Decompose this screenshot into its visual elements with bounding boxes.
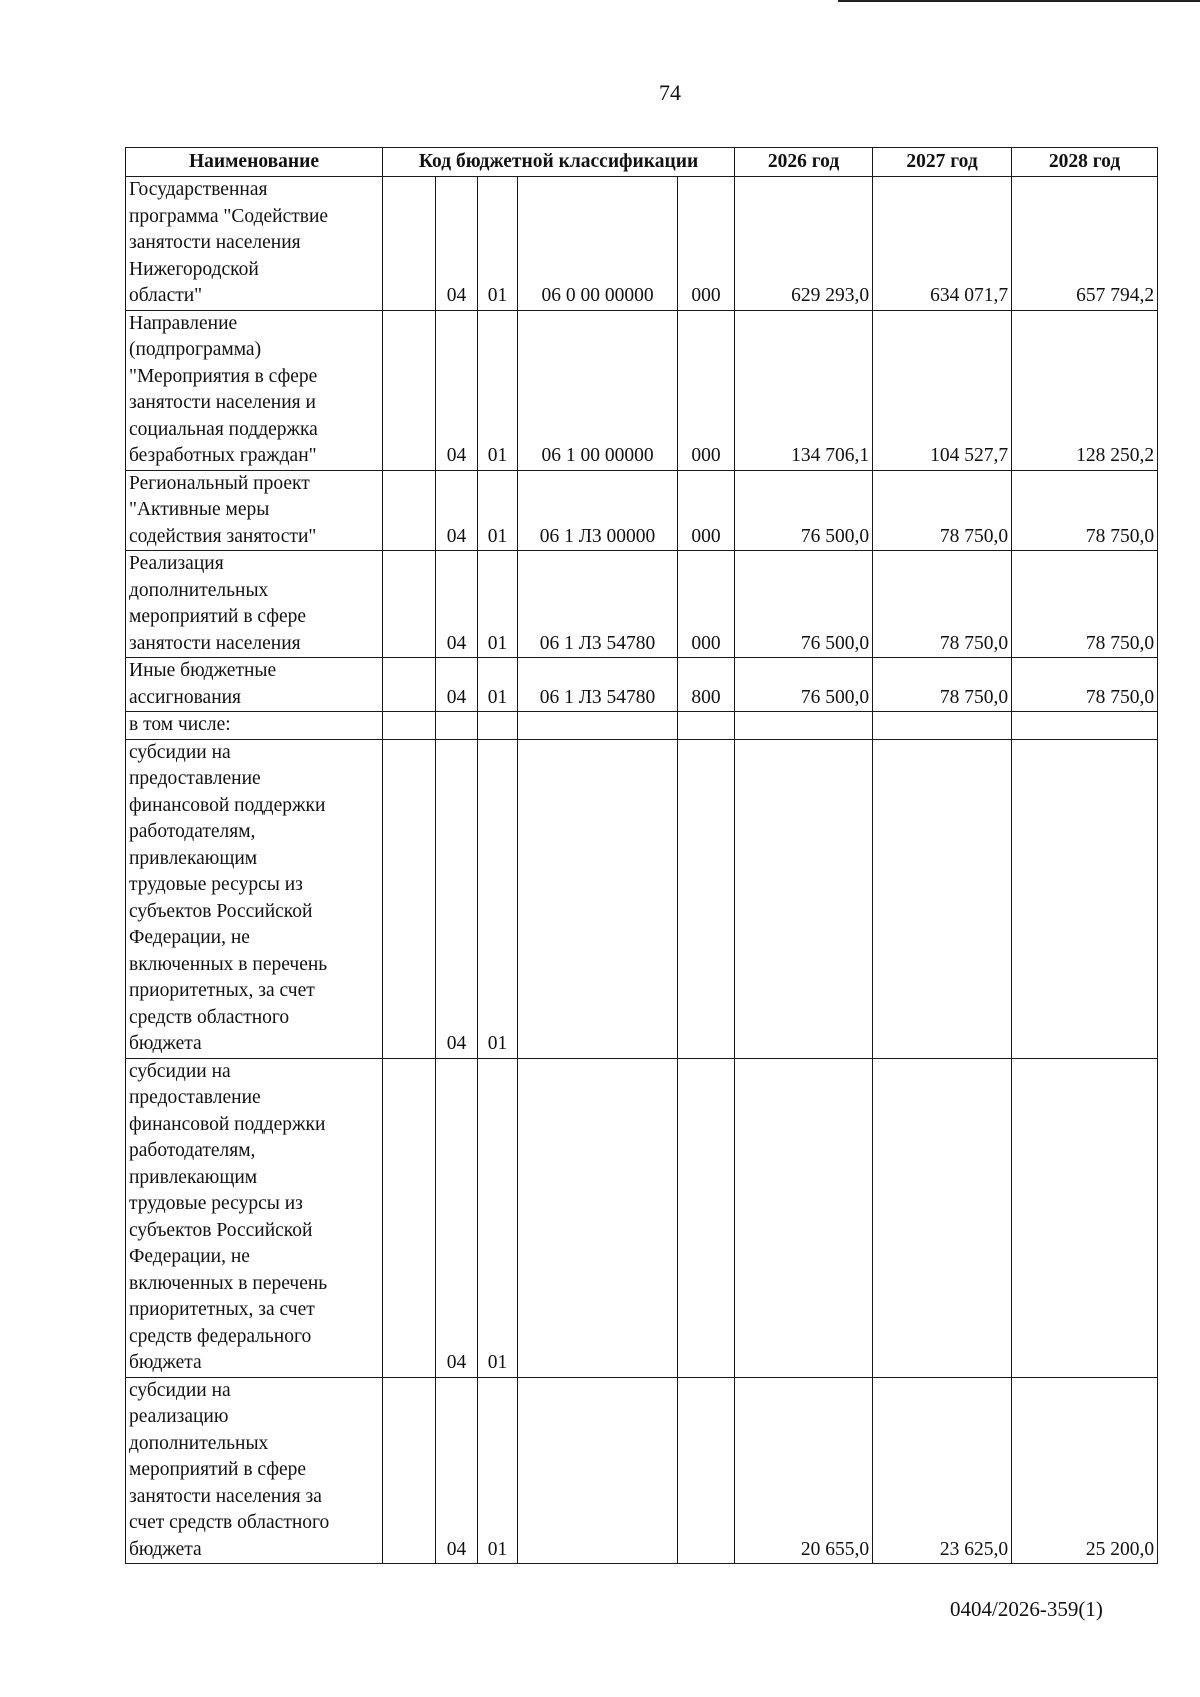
- value-2027: 78 750,0: [873, 470, 1012, 551]
- table-body: [126, 177, 1158, 1564]
- row-name: Иные бюджетные ассигнования: [126, 658, 383, 712]
- expense-type-code: [678, 739, 735, 1058]
- section-code: 04: [436, 658, 478, 712]
- target-article-code: 06 1 Л3 54780: [518, 551, 678, 658]
- code-cell: [383, 310, 436, 470]
- value-2028: 128 250,2: [1012, 310, 1158, 470]
- table-row: [126, 1377, 1158, 1564]
- table-row: [126, 470, 1158, 551]
- subsection-code: 01: [478, 310, 518, 470]
- code-cell: [383, 470, 436, 551]
- code-cell: [383, 177, 436, 311]
- section-code: 04: [436, 310, 478, 470]
- expense-type-code: [678, 1377, 735, 1564]
- page-number: 74: [659, 80, 681, 105]
- subsection-code: 01: [478, 1058, 518, 1377]
- row-name: субсидии на реализацию дополнительных мероприятий в сфере занятости населения за счет средств областного бюджета: [126, 1377, 383, 1564]
- target-article-code: 06 1 Л3 54780: [518, 658, 678, 712]
- value-2028: [1012, 712, 1158, 740]
- header-2026: 2026 год: [735, 148, 873, 177]
- subsection-code: 01: [478, 551, 518, 658]
- code-cell: [383, 1377, 436, 1564]
- value-2028: 657 794,2: [1012, 177, 1158, 311]
- subsection-code: [478, 712, 518, 740]
- table-row: [126, 1058, 1158, 1377]
- header-2027: 2027 год: [873, 148, 1012, 177]
- target-article-code: 06 1 Л3 00000: [518, 470, 678, 551]
- table-header-row: [126, 148, 1158, 177]
- value-2026: [735, 712, 873, 740]
- row-name: субсидии на предоставление финансовой поддержки работодателям, привлекающим трудовые ресурсы из субъектов Российской Федерации, не включенных в перечень приоритетных, за счет средств федерального бюджета: [126, 1058, 383, 1377]
- code-cell: [383, 712, 436, 740]
- code-cell: [383, 551, 436, 658]
- target-article-code: 06 1 00 00000: [518, 310, 678, 470]
- value-2026: 76 500,0: [735, 551, 873, 658]
- value-2027: 78 750,0: [873, 551, 1012, 658]
- value-2026: [735, 1058, 873, 1377]
- expense-type-code: 000: [678, 310, 735, 470]
- code-cell: [383, 739, 436, 1058]
- value-2026: 76 500,0: [735, 470, 873, 551]
- subsection-code: 01: [478, 739, 518, 1058]
- document-number: 0404/2026-359(1): [950, 1597, 1103, 1621]
- code-cell: [383, 1058, 436, 1377]
- table-row: [126, 739, 1158, 1058]
- section-code: [436, 712, 478, 740]
- table-row: [126, 551, 1158, 658]
- table-row: [126, 177, 1158, 311]
- target-article-code: 06 0 00 00000: [518, 177, 678, 311]
- expense-type-code: 800: [678, 658, 735, 712]
- row-name: Государственная программа "Содействие занятости населения Нижегородской области": [126, 177, 383, 311]
- header-name: Наименование: [126, 148, 383, 177]
- expense-type-code: 000: [678, 551, 735, 658]
- header-2028: 2028 год: [1012, 148, 1158, 177]
- target-article-code: [518, 712, 678, 740]
- value-2026: 629 293,0: [735, 177, 873, 311]
- value-2028: [1012, 1058, 1158, 1377]
- value-2027: [873, 712, 1012, 740]
- section-code: 04: [436, 177, 478, 311]
- section-code: 04: [436, 551, 478, 658]
- target-article-code: [518, 1058, 678, 1377]
- row-name: Региональный проект "Активные меры содействия занятости": [126, 470, 383, 551]
- value-2028: [1012, 739, 1158, 1058]
- value-2028: 78 750,0: [1012, 551, 1158, 658]
- value-2027: 104 527,7: [873, 310, 1012, 470]
- value-2028: 25 200,0: [1012, 1377, 1158, 1564]
- value-2027: 23 625,0: [873, 1377, 1012, 1564]
- value-2026: [735, 739, 873, 1058]
- section-code: 04: [436, 1058, 478, 1377]
- subsection-code: 01: [478, 470, 518, 551]
- section-code: 04: [436, 1377, 478, 1564]
- top-edge-rule: [838, 0, 1200, 2]
- value-2026: 20 655,0: [735, 1377, 873, 1564]
- section-code: 04: [436, 739, 478, 1058]
- expense-type-code: [678, 1058, 735, 1377]
- expense-type-code: 000: [678, 470, 735, 551]
- table-row: [126, 658, 1158, 712]
- value-2028: 78 750,0: [1012, 470, 1158, 551]
- code-cell: [383, 658, 436, 712]
- value-2026: 134 706,1: [735, 310, 873, 470]
- value-2027: [873, 1058, 1012, 1377]
- subsection-code: 01: [478, 1377, 518, 1564]
- value-2027: 78 750,0: [873, 658, 1012, 712]
- header-code: Код бюджетной классификации: [383, 148, 735, 177]
- expense-type-code: 000: [678, 177, 735, 311]
- row-name: в том числе:: [126, 712, 383, 740]
- target-article-code: [518, 1377, 678, 1564]
- budget-table: [125, 147, 1158, 1564]
- row-name: Направление (подпрограмма) "Мероприятия в сфере занятости населения и социальная поддержка безработных граждан": [126, 310, 383, 470]
- value-2027: 634 071,7: [873, 177, 1012, 311]
- value-2028: 78 750,0: [1012, 658, 1158, 712]
- subsection-code: 01: [478, 658, 518, 712]
- value-2027: [873, 739, 1012, 1058]
- table-row: [126, 310, 1158, 470]
- subsection-code: 01: [478, 177, 518, 311]
- row-name: субсидии на предоставление финансовой поддержки работодателям, привлекающим трудовые ресурсы из субъектов Российской Федерации, не включенных в перечень приоритетных, за счет средств областного бюджета: [126, 739, 383, 1058]
- expense-type-code: [678, 712, 735, 740]
- section-code: 04: [436, 470, 478, 551]
- target-article-code: [518, 739, 678, 1058]
- value-2026: 76 500,0: [735, 658, 873, 712]
- table-row: [126, 712, 1158, 740]
- row-name: Реализация дополнительных мероприятий в сфере занятости населения: [126, 551, 383, 658]
